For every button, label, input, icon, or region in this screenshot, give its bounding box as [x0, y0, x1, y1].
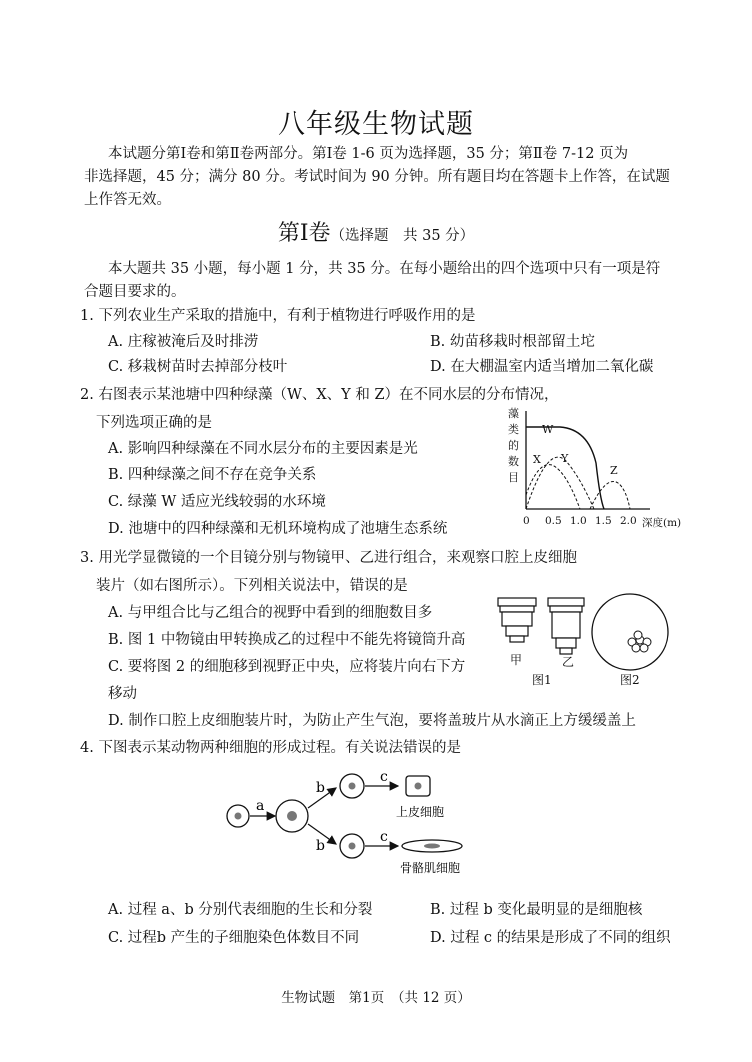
- q2-option-d: D. 池塘中的四种绿藻和无机环境构成了池塘生态系统: [108, 521, 448, 537]
- page-title: 八年级生物试题: [278, 109, 474, 140]
- label-muscle: 骨骼肌细胞: [400, 861, 461, 875]
- ylabel-char: 目: [508, 471, 519, 484]
- epithelial-nucleus: [415, 783, 422, 790]
- x-tick: 1.5: [595, 515, 612, 527]
- q2-stem-1: 2. 右图表示某池塘中四种绿藻（W、X、Y 和 Z）在不同水层的分布情况，: [80, 387, 559, 403]
- page-footer: 生物试题 第1页 （共 12 页）: [281, 990, 471, 1006]
- section-heading: [0, 216, 752, 247]
- q1-option-b: B. 幼苗移栽时根部留土坨: [430, 334, 595, 350]
- curve-label-x: X: [533, 453, 541, 466]
- q1-option-d: D. 在大棚温室内适当增加二氧化碳: [430, 359, 654, 375]
- label-yi: 乙: [562, 655, 575, 669]
- section-heading-sub: （选择题 共 35 分）: [330, 228, 475, 244]
- q3-stem-2: 装片（如右图所示）。下列相关说法中，错误的是: [96, 578, 408, 594]
- label-c-upper: c: [380, 769, 388, 785]
- label-b-lower: b: [316, 838, 325, 854]
- x-tick: 0: [523, 515, 530, 527]
- intro-line-1: 本试题分第Ⅰ卷和第Ⅱ卷两部分。第Ⅰ卷 1-6 页为选择题，35 分；第Ⅱ卷 7-12 页为: [108, 146, 629, 162]
- q2-stem-2: 下列选项正确的是: [96, 415, 212, 431]
- intro-line-2: 非选择题，45 分；满分 80 分。考试时间为 90 分钟。所有题目均在答题卡上作答，在试题: [84, 169, 670, 185]
- ylabel-char: 数: [508, 455, 519, 468]
- objective-jia: [498, 598, 536, 642]
- q2-option-c: C. 绿藻 W 适应光线较弱的水环境: [108, 494, 326, 510]
- q1-stem: 1. 下列农业生产采取的措施中，有利于植物进行呼吸作用的是: [80, 308, 476, 324]
- q4-option-a: A. 过程 a、b 分别代表细胞的生长和分裂: [108, 902, 373, 918]
- ylabel-char: 的: [508, 439, 519, 452]
- q1-option-c: C. 移栽树苗时去掉部分枝叶: [108, 359, 288, 375]
- q3-option-b: B. 图 1 中物镜由甲转换成乙的过程中不能先将镜筒升高: [108, 632, 466, 648]
- label-fig1: 图1: [532, 673, 552, 687]
- label-jia: 甲: [510, 653, 523, 667]
- ylabel-char: 藻: [508, 407, 519, 420]
- ylabel-char: 类: [508, 423, 519, 436]
- q4-stem: 4. 下图表示某动物两种细胞的形成过程。有关说法错误的是: [80, 740, 461, 756]
- grown-cell-nucleus: [287, 811, 297, 821]
- field-of-view: [592, 594, 668, 670]
- cell-formation-figure: [220, 768, 490, 880]
- objective-yi: [548, 598, 584, 654]
- label-c-lower: c: [380, 829, 388, 845]
- intro-line-3: 上作答无效。: [84, 192, 171, 208]
- instructions-line-2: 合题目要求的。: [84, 284, 186, 300]
- label-a: a: [256, 798, 265, 814]
- q2-option-a: A. 影响四种绿藻在不同水层分布的主要因素是光: [108, 441, 418, 457]
- q3-option-a: A. 与甲组合比与乙组合的视野中看到的细胞数目多: [108, 605, 433, 621]
- x-tick: 1.0: [570, 515, 587, 527]
- q1-option-a: A. 庄稼被淹后及时排涝: [108, 334, 259, 350]
- instructions-line-1: 本大题共 35 小题，每小题 1 分，共 35 分。在每小题给出的四个选项中只有一项是符: [108, 261, 661, 277]
- curve-label-w: W: [542, 423, 554, 436]
- daughter-nucleus-upper: [349, 783, 356, 790]
- curve-w: [526, 427, 604, 509]
- curve-label-z: Z: [610, 464, 618, 477]
- q4-option-c: C. 过程b 产生的子细胞染色体数目不同: [108, 930, 360, 946]
- x-axis-label: 深度(m): [642, 517, 682, 529]
- curve-label-y: Y: [561, 452, 569, 465]
- q3-option-c-1: C. 要将图 2 的细胞移到视野正中央，应将装片向右下方: [108, 659, 466, 675]
- x-tick: 2.0: [620, 515, 637, 527]
- daughter-nucleus-lower: [349, 843, 356, 850]
- q3-option-d: D. 制作口腔上皮细胞装片时，为防止产生气泡，要将盖玻片从水滴正上方缓缓盖上: [108, 713, 636, 729]
- q3-option-c-2: 移动: [108, 686, 137, 702]
- figure-ylabel: [508, 406, 519, 484]
- initial-cell-nucleus: [235, 813, 242, 820]
- muscle-nucleus: [424, 844, 440, 849]
- q3-stem-1: 3. 用光学显微镜的一个目镜分别与物镜甲、乙进行组合，来观察口腔上皮细胞: [80, 550, 577, 566]
- q4-option-d: D. 过程 c 的结果是形成了不同的组织: [430, 930, 671, 946]
- label-b-upper: b: [316, 780, 325, 796]
- algae-distribution-figure: [500, 403, 700, 533]
- microscope-figure: [490, 592, 695, 690]
- q4-option-b: B. 过程 b 变化最明显的是细胞核: [430, 902, 643, 918]
- curve-x: [526, 465, 580, 509]
- q2-option-b: B. 四种绿藻之间不存在竞争关系: [108, 467, 317, 483]
- x-tick: 0.5: [545, 515, 562, 527]
- label-fig2: 图2: [620, 673, 640, 687]
- section-heading-main: 第Ⅰ卷: [277, 221, 331, 246]
- label-epithelial: 上皮细胞: [396, 805, 445, 819]
- curve-z: [590, 481, 630, 509]
